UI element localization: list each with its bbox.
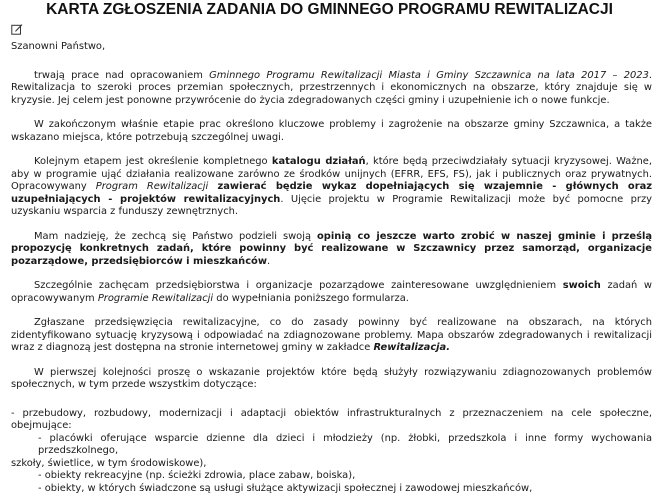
p3-text-a: Kolejnym etapem jest określenie kompletnego — [34, 156, 272, 167]
p3-program-italic: Program Rewitalizacji — [96, 181, 208, 192]
paragraph-stage: W zakończonym właśnie etapie prac określono kluczowe problemy i zagrożenie na obszarze gminy Szczawnica, a także wskazano miejsca, które potrzebują szczególnej uwagi. — [11, 119, 652, 144]
p5-bold-own: swoich — [563, 280, 601, 291]
paragraph-priority: W pierwszej kolejności proszę o wskazanie projektów które będą służyły rozwiązywaniu zdiagnozowanych problemów społecznych, w tym przede wszystkim dotyczące: — [11, 367, 652, 392]
paragraph-next-stage — [11, 156, 652, 219]
p5-text-c: zadań w opracowywanym — [11, 280, 652, 304]
letter-body — [11, 41, 652, 495]
p1-text-c: . Rewitalizacja to szeroki proces przemian społecznych, przestrzennych i ekonomicznych na obszarze, który znajduje się w kryzysie. Jej celem jest ponowne przywrócenie do życia zdegradowanych części gminy i uzupełnienie ich o nowe funkcje. — [11, 70, 652, 106]
p4-text-a: Mam nadzieję, że zechcą się Państwo podzieli swoją — [34, 231, 317, 242]
p3-bold-catalog: katalogu działań — [272, 156, 366, 167]
p5-text-a: Szczególnie zachęcam przedsiębiorstwa i organizacje pozarządowe zainteresowane uwzględnieniem — [34, 280, 563, 291]
p3-text-c: , które będą przeciwdziałały sytuacji kryzysowej. Ważne, aby w programie ująć działania realizowane zarówno ze środków unijnych (EFRR, EFS, FS), jak i publicznych oraz prywatnych. Opracowywany — [11, 156, 652, 192]
list-item: - przebudowy, rozbudowy, modernizacji i adaptacji obiektów infrastrukturalnych z przeznaczeniem na cele społeczne, obejmujące: — [11, 408, 652, 433]
list-item-continuation: szkoły, świetlice, w tym środowiskowe), — [11, 458, 652, 471]
paragraph-encourage — [11, 280, 652, 305]
p5-text-e: do wypełniania poniższego formularza. — [213, 293, 409, 304]
list-item: - obiekty rekreacyjne (np. ścieżki zdrowia, place zabaw, boiska), — [11, 470, 652, 483]
p6-text-a: Zgłaszane przedsięwzięcia rewitalizacyjne, co do zasady powinny być realizowane na obszarach, na których zidentyfikowano sytuację kryzysową i odpowiadać na zdiagnozowane problemy. Mapa obszarów zdegradowanych i rewitalizacji wraz z diagnozą jest dostępna na stronie internetowej gminy w zakładce — [11, 317, 652, 353]
form-title: KARTA ZGŁOSZENIA ZADANIA DO GMINNEGO PROGRAMU REWITALIZACJI — [0, 4, 659, 17]
p4-bold-request: opinią co jeszcze warto zrobić w naszej gminie i prześlą propozycję konkretnych zadań, które powinny być realizowane w Szczawnicy przez samorząd, organizacje pozarządowe, przedsiębiorców i mieszkańców — [11, 231, 652, 267]
p1-program-name: Gminnego Programu Rewitalizacji Miasta i Gminy Szczawnica na lata 2017 – 2023 — [209, 70, 649, 81]
paragraph-intro — [11, 70, 652, 108]
p3-text-f: . Ujęcie projektu w Programie Rewitalizacji może być pomocne przy uzyskaniu wsparcia z funduszy zewnętrznych. — [11, 194, 652, 218]
greeting: Szanowni Państwo, — [11, 41, 652, 54]
edit-icon[interactable] — [11, 23, 23, 35]
list-item: - obiekty, w których świadczone są usługi służące aktywizacji społecznej i zawodowej mieszkańców, — [11, 483, 652, 495]
paragraph-hope — [11, 231, 652, 269]
paragraph-areas — [11, 317, 652, 355]
p3-bold-projects: zawierać będzie wykaz dopełniających się wzajemnie - głównych oraz uzupełniających - projektów rewitalizacyjnych — [11, 181, 652, 205]
p5-program-italic: Programie Rewitalizacji — [98, 293, 213, 304]
p4-text-c: . — [267, 256, 270, 267]
list-item: - placówki oferujące wsparcie dzienne dla dzieci i młodzieży (np. żłobki, przedszkola i inne formy wychowania przedszkolnego, — [11, 433, 652, 458]
p1-text-a: trwają prace nad opracowaniem — [34, 70, 209, 81]
p6-link-rewitalizacja: Rewitalizacja. — [373, 342, 450, 353]
